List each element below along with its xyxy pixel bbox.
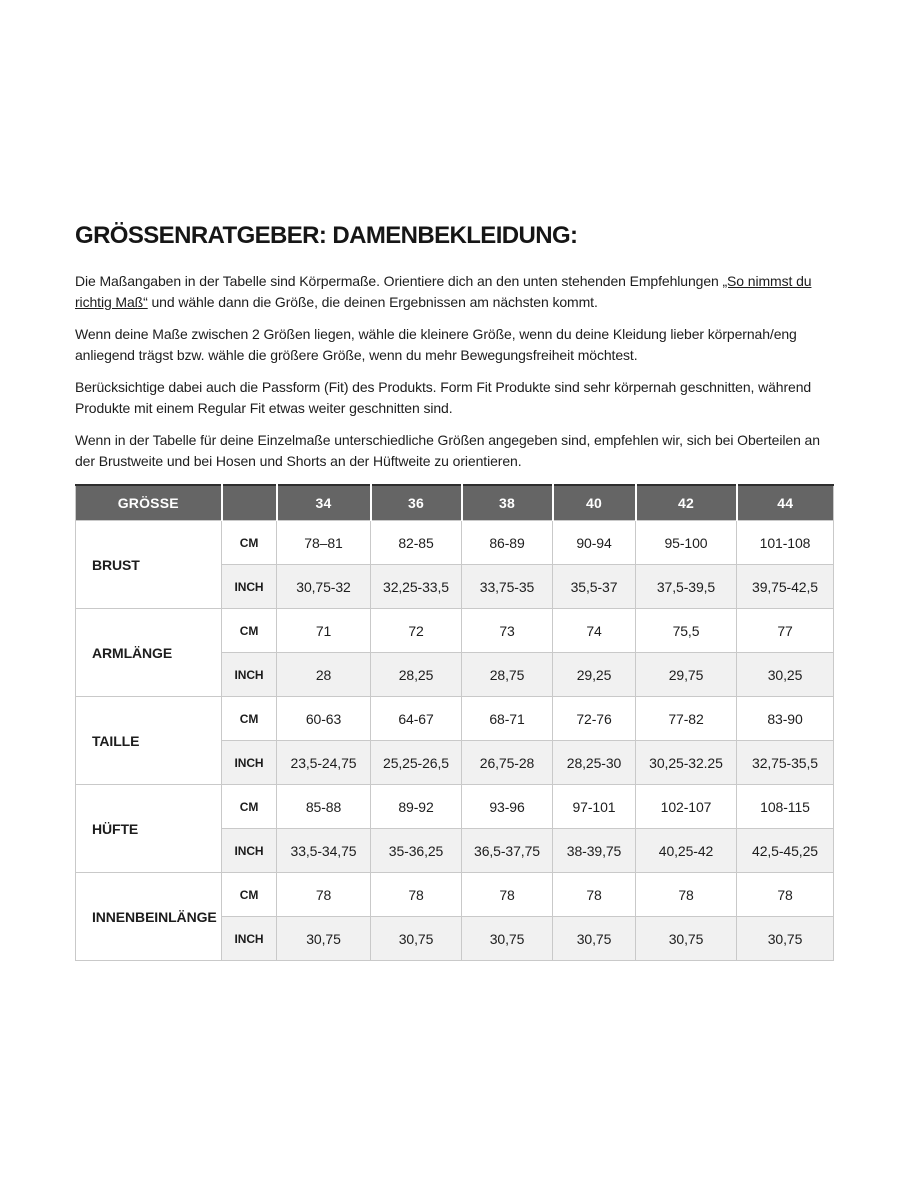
value-cell: 35,5-37 [553, 565, 636, 609]
header-size-34: 34 [277, 485, 371, 521]
value-cell: 74 [553, 609, 636, 653]
value-cell: 30,75 [277, 917, 371, 961]
unit-cm-label: CM [222, 785, 277, 829]
value-cell: 64-67 [371, 697, 462, 741]
value-cell: 72 [371, 609, 462, 653]
intro-text-before: Die Maßangaben in der Tabelle sind Körpermaße. Orientiere dich an den unten stehenden Empfehlungen [75, 272, 723, 289]
table-row-huefte-cm [76, 785, 834, 829]
size-table-header-row [76, 485, 834, 521]
value-cell: 30,75 [553, 917, 636, 961]
value-cell: 75,5 [636, 609, 737, 653]
paragraph-passform-fit: Berücksichtige dabei auch die Passform (Fit) des Produkts. Form Fit Produkte sind sehr körpernah geschnitten, während Produkte mit einem Regular Fit etwas weiter geschnitten sind. [75, 378, 812, 416]
value-cell: 68-71 [462, 697, 553, 741]
value-cell: 30,75 [737, 917, 834, 961]
value-cell: 42,5-45,25 [737, 829, 834, 873]
value-cell: 82-85 [371, 521, 462, 565]
value-cell: 89-92 [371, 785, 462, 829]
size-table [75, 484, 834, 962]
value-cell: 30,75-32 [277, 565, 371, 609]
unit-inch-label: INCH [222, 653, 277, 697]
value-cell: 40,25-42 [636, 829, 737, 873]
header-unit-spacer [222, 485, 277, 521]
value-cell: 78 [277, 873, 371, 917]
measure-label-innenbeinlaenge: INNENBEINLÄNGE [76, 873, 222, 961]
paragraph-between-sizes: Wenn deine Maße zwischen 2 Größen liegen, wähle die kleinere Größe, wenn du deine Kleidung lieber körpernah/eng anliegend trägst bzw. wähle die größere Größe, wenn du mehr Bewegungsfreiheit möchtest. [75, 325, 797, 363]
value-cell: 90-94 [553, 521, 636, 565]
value-cell: 108-115 [737, 785, 834, 829]
value-cell: 29,75 [636, 653, 737, 697]
measure-label-brust: BRUST [76, 521, 222, 609]
measuring-guide-link[interactable]: „So nimmst du richtig Maß“ [75, 272, 812, 310]
value-cell: 73 [462, 609, 553, 653]
value-cell: 83-90 [737, 697, 834, 741]
value-cell: 32,75-35,5 [737, 741, 834, 785]
table-row-armlaenge-cm [76, 609, 834, 653]
unit-cm-label: CM [222, 521, 277, 565]
measure-label-huefte: HÜFTE [76, 785, 222, 873]
unit-cm-label: CM [222, 609, 277, 653]
value-cell: 30,75 [462, 917, 553, 961]
measure-label-armlaenge: ARMLÄNGE [76, 609, 222, 697]
value-cell: 78 [636, 873, 737, 917]
value-cell: 95-100 [636, 521, 737, 565]
value-cell: 28,25-30 [553, 741, 636, 785]
table-row-brust-cm [76, 521, 834, 565]
value-cell: 101-108 [737, 521, 834, 565]
header-size-36: 36 [371, 485, 462, 521]
value-cell: 36,5-37,75 [462, 829, 553, 873]
value-cell: 78 [737, 873, 834, 917]
value-cell: 97-101 [553, 785, 636, 829]
value-cell: 38-39,75 [553, 829, 636, 873]
header-size-44: 44 [737, 485, 834, 521]
value-cell: 25,25-26,5 [371, 741, 462, 785]
unit-cm-label: CM [222, 873, 277, 917]
value-cell: 93-96 [462, 785, 553, 829]
table-row-innenbeinlaenge-cm [76, 873, 834, 917]
unit-inch-label: INCH [222, 917, 277, 961]
unit-inch-label: INCH [222, 565, 277, 609]
value-cell: 78–81 [277, 521, 371, 565]
value-cell: 30,75 [371, 917, 462, 961]
value-cell: 78 [371, 873, 462, 917]
value-cell: 32,25-33,5 [371, 565, 462, 609]
page-title: GRÖSSENRATGEBER: DAMENBEKLEIDUNG: [75, 222, 578, 249]
value-cell: 30,25 [737, 653, 834, 697]
header-groesse: GRÖSSE [76, 485, 222, 521]
unit-cm-label: CM [222, 697, 277, 741]
value-cell: 85-88 [277, 785, 371, 829]
header-size-42: 42 [636, 485, 737, 521]
value-cell: 78 [462, 873, 553, 917]
intro-paragraph [75, 271, 835, 313]
value-cell: 29,25 [553, 653, 636, 697]
value-cell: 77 [737, 609, 834, 653]
value-cell: 30,75 [636, 917, 737, 961]
value-cell: 28 [277, 653, 371, 697]
intro-text-after: und wähle dann die Größe, die deinen Ergebnissen am nächsten kommt. [147, 293, 598, 310]
paragraph-measure-recommendation: Wenn in der Tabelle für deine Einzelmaße unterschiedliche Größen angegeben sind, empfehlen wir, sich bei Oberteilen an der Brustweite und bei Hosen und Shorts an der Hüftweite zu orientieren. [75, 431, 820, 469]
measure-label-taille: TAILLE [76, 697, 222, 785]
value-cell: 71 [277, 609, 371, 653]
unit-inch-label: INCH [222, 741, 277, 785]
value-cell: 37,5-39,5 [636, 565, 737, 609]
value-cell: 78 [553, 873, 636, 917]
table-row-taille-cm [76, 697, 834, 741]
value-cell: 28,75 [462, 653, 553, 697]
value-cell: 77-82 [636, 697, 737, 741]
value-cell: 72-76 [553, 697, 636, 741]
unit-inch-label: INCH [222, 829, 277, 873]
value-cell: 86-89 [462, 521, 553, 565]
value-cell: 102-107 [636, 785, 737, 829]
value-cell: 60-63 [277, 697, 371, 741]
value-cell: 30,25-32.25 [636, 741, 737, 785]
value-cell: 33,5-34,75 [277, 829, 371, 873]
header-size-38: 38 [462, 485, 553, 521]
value-cell: 33,75-35 [462, 565, 553, 609]
value-cell: 35-36,25 [371, 829, 462, 873]
header-size-40: 40 [553, 485, 636, 521]
value-cell: 23,5-24,75 [277, 741, 371, 785]
value-cell: 39,75-42,5 [737, 565, 834, 609]
value-cell: 28,25 [371, 653, 462, 697]
value-cell: 26,75-28 [462, 741, 553, 785]
